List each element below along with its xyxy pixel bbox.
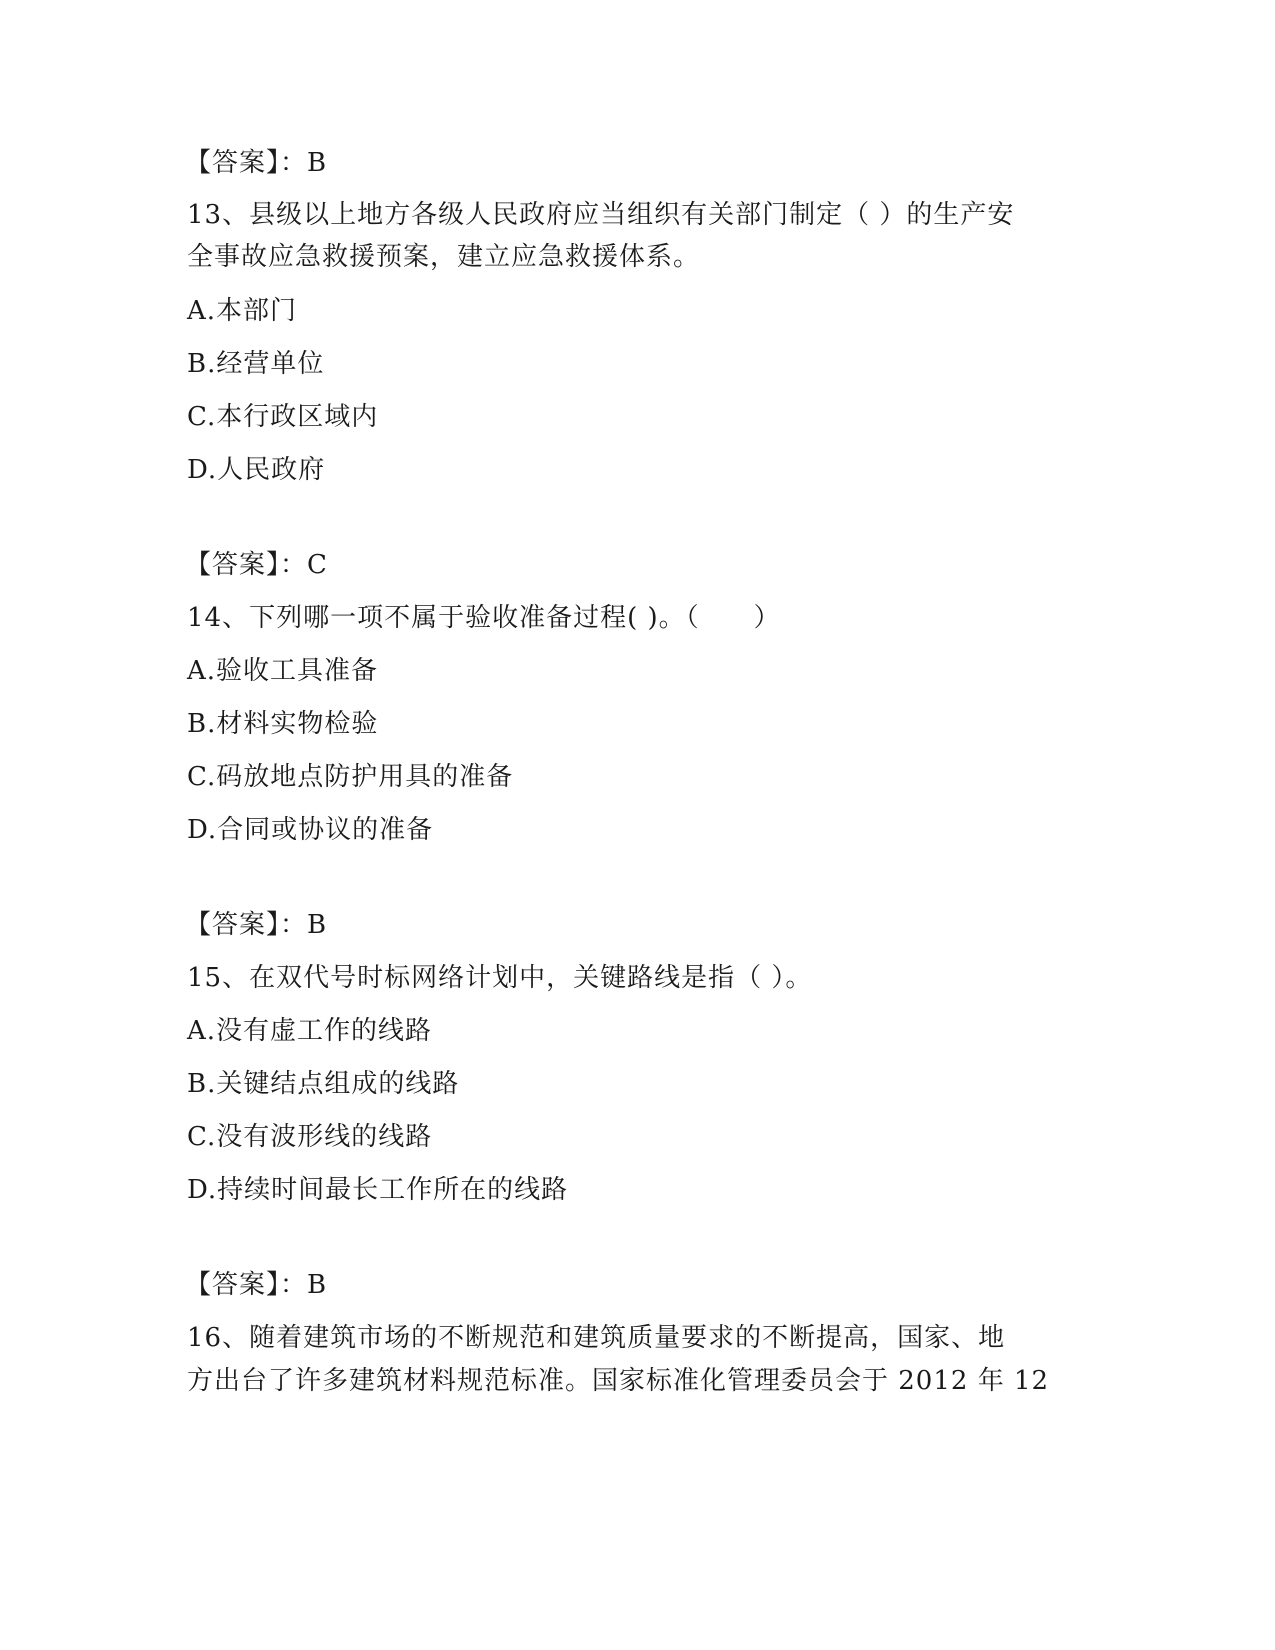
question-13-line-1: 13、县级以上地方各级人民政府应当组织有关部门制定（ ）的生产安 (187, 200, 1015, 230)
question-13-option-a: A.本部门 (187, 296, 298, 326)
question-13-option-b: B.经营单位 (187, 349, 325, 379)
question-14-option-b: B.材料实物检验 (187, 709, 379, 739)
question-13-line-2: 全事故应急救援预案，建立应急救援体系。 (187, 242, 701, 272)
question-14-option-a: A.验收工具准备 (187, 656, 379, 686)
question-16-line-1: 16、随着建筑市场的不断规范和建筑质量要求的不断提高，国家、地 (187, 1323, 1006, 1353)
answer-12: 【答案】：B (185, 148, 328, 178)
answer-15: 【答案】：B (185, 1270, 328, 1300)
answer-14: 【答案】：B (185, 910, 328, 940)
question-15-option-b: B.关键结点组成的线路 (187, 1069, 460, 1099)
question-13-option-d: D.人民政府 (187, 455, 326, 485)
question-13-option-c: C.本行政区域内 (187, 402, 379, 432)
question-15-line-1: 15、在双代号时标网络计划中，关键路线是指（ ）。 (187, 963, 813, 993)
question-14-option-c: C.码放地点防护用具的准备 (187, 762, 514, 792)
question-14-option-d: D.合同或协议的准备 (187, 815, 434, 845)
question-15-option-d: D.持续时间最长工作所在的线路 (187, 1175, 569, 1205)
question-15-option-a: A.没有虚工作的线路 (187, 1016, 433, 1046)
question-15-option-c: C.没有波形线的线路 (187, 1122, 433, 1152)
question-14-line-1: 14、下列哪一项不属于验收准备过程( )。（ ） (187, 603, 781, 633)
answer-13: 【答案】：C (185, 550, 328, 580)
question-16-line-2: 方出台了许多建筑材料规范标准。国家标准化管理委员会于 2012 年 12 (187, 1366, 1050, 1396)
